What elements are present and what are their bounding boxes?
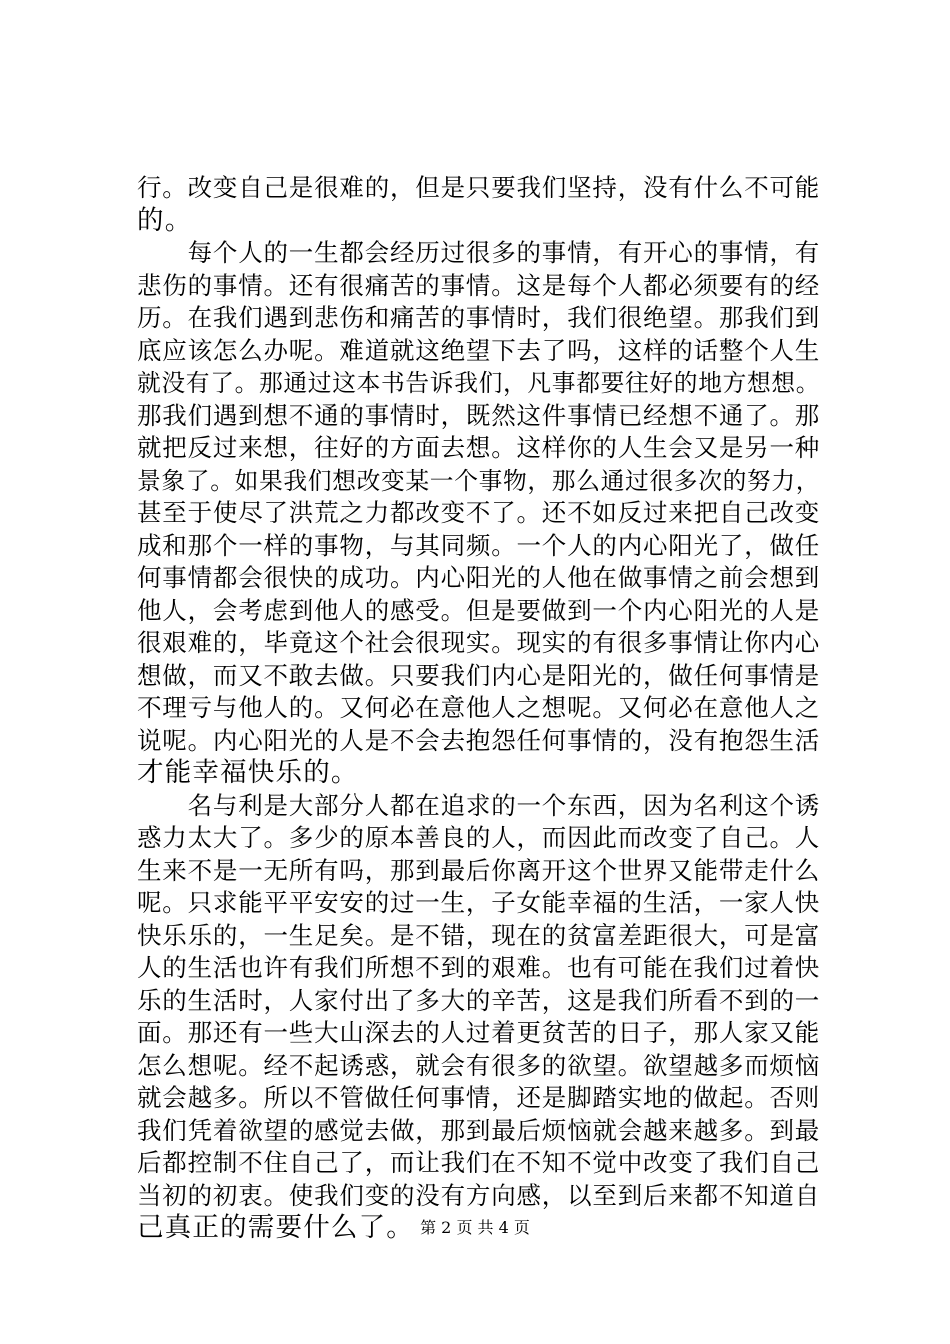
text-line: 那我们遇到想不通的事情时，既然这件事情已经想不通了。那	[137, 400, 821, 430]
text-line: 惑力太大了。多少的原本善良的人，而因此而改变了自己。人	[137, 823, 821, 852]
text-line: 当初的初衷。使我们变的没有方向感，以至到后来都不知道自	[137, 1180, 821, 1210]
text-line: 底应该怎么办呢。难道就这绝望下去了吗，这样的话整个人生	[137, 335, 821, 365]
text-line: 每个人的一生都会经历过很多的事情，有开心的事情，有	[137, 238, 821, 267]
text-line: 后都控制不住自己了，而让我们在不知不觉中改变了我们自己	[137, 1148, 821, 1177]
text-line: 行。改变自己是很难的，但是只要我们坚持，没有什么不可能	[137, 173, 821, 202]
text-line: 他人，会考虑到他人的感受。但是要做到一个内心阳光的人是	[137, 595, 821, 625]
text-line: 己真正的需要什么了。	[137, 1212, 414, 1243]
text-line: 就把反过来想，往好的方面去想。这样你的人生会又是另一种	[137, 433, 821, 462]
text-line: 很艰难的，毕竟这个社会很现实。现实的有很多事情让你内心	[137, 628, 821, 657]
text-line: 我们凭着欲望的感觉去做，那到最后烦恼就会越来越多。到最	[137, 1115, 821, 1145]
text-line: 才能幸福快乐的。	[137, 757, 359, 788]
text-line: 说呢。内心阳光的人是不会去抱怨任何事情的，没有抱怨生活	[137, 725, 821, 755]
text-line: 历。在我们遇到悲伤和痛苦的事情时，我们很绝望。那我们到	[137, 303, 821, 332]
text-line: 呢。只求能平平安安的过一生，子女能幸福的生活，一家人快	[137, 888, 821, 917]
page-body	[137, 172, 827, 1245]
text-line: 成和那个一样的事物，与其同频。一个人的内心阳光了，做任	[137, 530, 821, 560]
text-line: 怎么想呢。经不起诱惑，就会有很多的欲望。欲望越多而烦恼	[137, 1050, 821, 1080]
text-line: 快乐乐的，一生足矣。是不错，现在的贫富差距很大，可是富	[137, 920, 821, 950]
text-line: 的。	[137, 204, 193, 236]
text-line: 甚至于使尽了洪荒之力都改变不了。还不如反过来把自己改变	[137, 498, 821, 527]
text-line: 悲伤的事情。还有很痛苦的事情。这是每个人都必须要有的经	[137, 270, 821, 300]
text-line: 乐的生活时，人家付出了多大的辛苦，这是我们所看不到的一	[137, 985, 821, 1015]
text-line: 人的生活也许有我们所想不到的艰难。也有可能在我们过着快	[137, 953, 821, 982]
text-line: 就会越多。所以不管做任何事情，还是脚踏实地的做起。否则	[137, 1083, 821, 1112]
text-line: 何事情都会很快的成功。内心阳光的人他在做事情之前会想到	[137, 563, 821, 592]
text-line: 生来不是一无所有吗，那到最后你离开这个世界又能带走什么	[137, 855, 821, 885]
page-footer: 第 2 页 共 4 页	[420, 1218, 530, 1237]
text-line: 想做，而又不敢去做。只要我们内心是阳光的，做任何事情是	[137, 660, 821, 690]
text-line: 名与利是大部分人都在追求的一个东西，因为名利这个诱	[137, 790, 821, 820]
text-line: 就没有了。那通过这本书告诉我们，凡事都要往好的地方想想。	[137, 369, 821, 397]
text-line: 不理亏与他人的。又何必在意他人之想呢。又何必在意他人之	[137, 693, 821, 722]
text-line: 面。那还有一些大山深去的人过着更贫苦的日子，那人家又能	[137, 1018, 821, 1047]
text-line: 景象了。如果我们想改变某一个事物，那么通过很多次的努力，	[137, 466, 821, 495]
